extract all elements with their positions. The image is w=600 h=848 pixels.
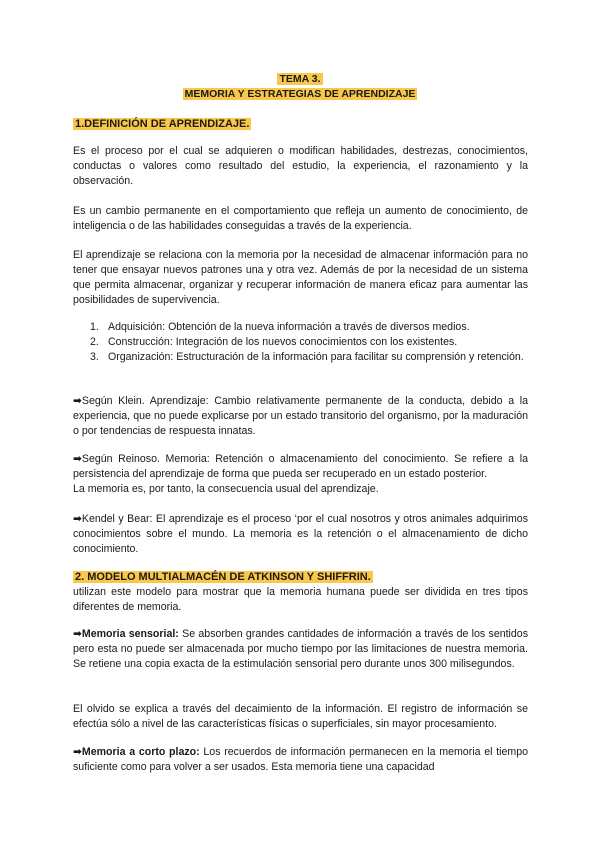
arrow-icon: ➡ [73, 746, 82, 758]
paragraph-olvido: El olvido se explica a través del decaimiento de la información. El registro de información se efectúa sólo a nivel de las características físicas o superficiales, sin mayor procesamiento. [73, 703, 528, 730]
paragraph-sensorial: ➡Memoria sensorial: Se absorben grandes cantidades de información a través de los sentidos pero esta no puede ser almacenada por mucho tiempo por las limitaciones de nuestra memoria. Se retiene una copia exacta de la estimulación sensorial pero durante unos 300 milisegundos. [73, 628, 528, 670]
corto-plazo-label: Memoria a corto plazo: [81, 746, 200, 758]
paragraph-reinoso-2: La memoria es, por tanto, la consecuencia usual del aprendizaje. [73, 483, 379, 495]
paragraph-cambio: Es un cambio permanente en el comportamiento que refleja un aumento de conocimiento, de inteligencia o de las habilidades conseguidas a través de la experiencia. [73, 205, 528, 232]
section-1-heading: 1.DEFINICIÓN DE APRENDIZAJE. [75, 118, 250, 130]
section-2-heading: 2. MODELO MULTIALMACÉN DE ATKINSON Y SHIFFRIN. [75, 571, 371, 583]
list-item: 1. Adquisición: Obtención de la nueva información a través de diversos medios. [90, 321, 470, 333]
paragraph-klein: ➡Según Klein. Aprendizaje: Cambio relativamente permanente de la conducta, debido a la experiencia, que no puede explicarse por un estado transitorio del organismo, por la maduración o por tendencias de respuesta innatas. [73, 395, 528, 437]
paragraph-reinoso: ➡Según Reinoso. Memoria: Retención o almacenamiento del conocimiento. Se refiere a la persistencia del aprendizaje de forma que pueda ser recuperado en un estado posterior. [73, 453, 528, 480]
paragraph-modelo: utilizan este modelo para mostrar que la memoria humana puede ser dividida en tres tipos diferentes de memoria. [73, 586, 528, 613]
arrow-icon: ➡ [73, 395, 82, 407]
paragraph-kendel: ➡Kendel y Bear: El aprendizaje es el proceso ‘por el cual nosotros y otros animales adquirimos conocimientos sobre el mundo. La memoria es la retención o el almacenamiento de dicho conocimiento. [73, 513, 528, 555]
paragraph-corto-plazo: ➡Memoria a corto plazo: Los recuerdos de información permanecen en la memoria el tiempo suficiente como para volver a ser usados. Esta memoria tiene una capacidad [73, 746, 528, 773]
paragraph-definition: Es el proceso por el cual se adquieren o modifican habilidades, destrezas, conocimientos, conductas o valores como resultado del estudio, la experiencia, el razonamiento y la observación. [73, 145, 528, 187]
subtitle-highlight: MEMORIA Y ESTRATEGIAS DE APRENDIZAJE [184, 88, 416, 100]
title-line-2 [0, 88, 600, 100]
list-item: 3. Organización: Estructuración de la información para facilitar su comprensión y retención. [90, 351, 524, 363]
title-highlight: TEMA 3. [279, 73, 321, 85]
list-item: 2. Construcción: Integración de los nuevos conocimientos con los existentes. [90, 336, 458, 348]
paragraph-memoria: El aprendizaje se relaciona con la memoria por la necesidad de almacenar información para no tener que ensayar nuevos patrones una y otra vez. Además de por la necesidad de un sistema que permita almacenar, organizar y recuperar información de manera eficaz para aumentar las posibilidades de supervivencia. [73, 249, 528, 306]
arrow-icon: ➡ [73, 628, 82, 640]
arrow-icon: ➡ [73, 513, 82, 525]
arrow-icon: ➡ [73, 453, 82, 465]
sensorial-label: Memoria sensorial: [81, 628, 179, 640]
title-line-1 [0, 73, 600, 85]
